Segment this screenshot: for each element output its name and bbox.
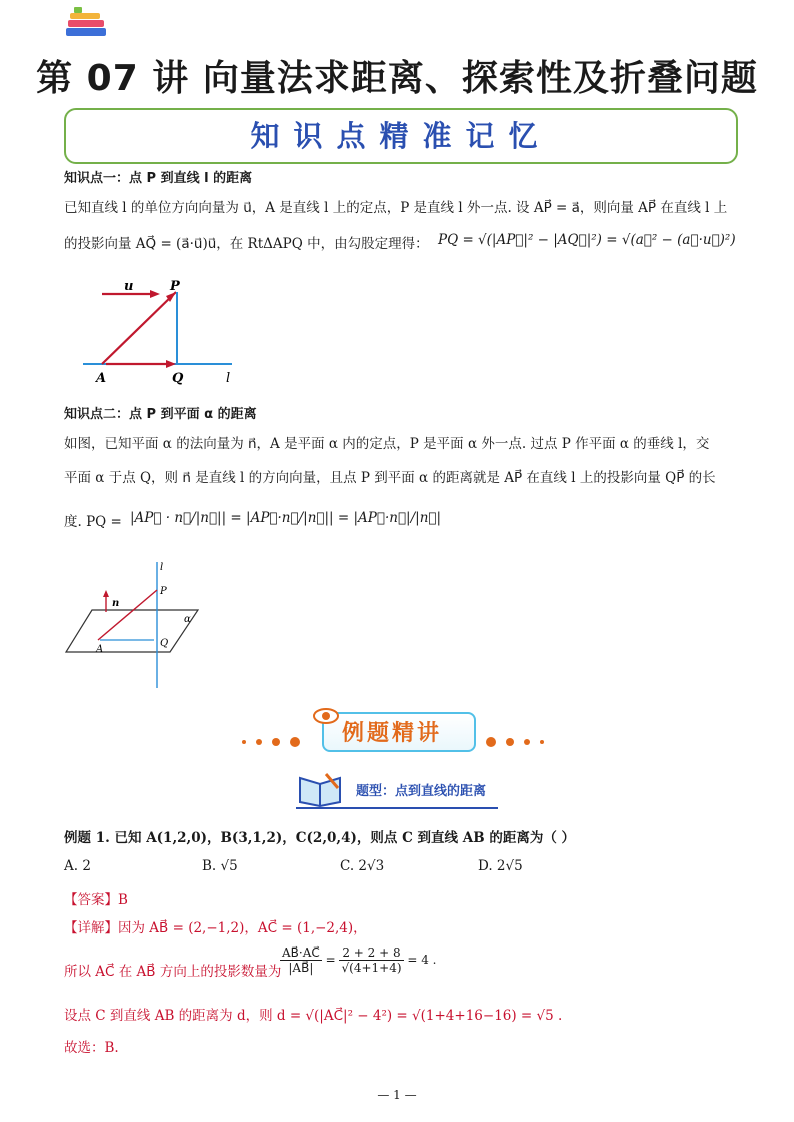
kp1-line1: 已知直线 l 的单位方向向量为 u⃗，A 是直线 l 上的定点，P 是直线 l 外一点. 设 AP⃗ = a⃗，则向量 AP⃗ 在直线 l 上: [64, 200, 728, 216]
fig1-q-label: Q: [172, 371, 184, 386]
option-c: C. 2√3: [340, 858, 385, 874]
section-pill-label: 例题精讲: [342, 721, 443, 746]
open-book-icon: [296, 768, 348, 808]
fig1-u-label: u: [124, 279, 134, 294]
example1-question: 例题 1. 已知 A(1,2,0)，B(3,1,2)，C(2,0,4)，则点 C 到直线 AB 的距离为（ ）: [64, 830, 576, 846]
page-title: 第 07 讲 向量法求距离、探索性及折叠问题: [36, 58, 758, 99]
kp2-line3-prefix: 度. PQ =: [64, 514, 122, 530]
question-type-label: 题型：点到直线的距离: [356, 784, 487, 799]
fig2-l-label: l: [160, 562, 164, 573]
projection-fraction: $\frac{AB⃗\cdot AC⃗}{|AB⃗|}$: [282, 946, 320, 975]
answer-line: 【答案】B: [64, 892, 128, 908]
projection-result: = 4 .: [407, 953, 437, 967]
book-stack-logo-icon: [64, 6, 110, 42]
point-plane-figure: [64, 560, 214, 690]
eye-icon: [312, 706, 340, 726]
kp1-formula: PQ = √(|AP⃗|² − |AQ⃗|²) = √(a⃗² − (a⃗·u⃗)²): [438, 232, 736, 248]
fig2-p-label: P: [160, 586, 167, 597]
kp1-heading: 知识点一：点 P 到直线 l 的距离: [64, 171, 253, 186]
fig2-q-label: Q: [160, 638, 169, 649]
projection-value-fraction: $\frac{2 + 2 + 8}{√(4+1+4)}$: [341, 946, 402, 975]
section-banner: 知识点精准记忆: [64, 108, 738, 164]
option-a: A. 2: [64, 858, 91, 874]
fig2-alpha-label: α: [184, 614, 191, 625]
option-b: B. √5: [202, 858, 238, 874]
fig1-p-label: P: [170, 279, 180, 294]
kp2-line1: 如图，已知平面 α 的法向量为 n⃗，A 是平面 α 内的定点，P 是平面 α 外一点. 过点 P 作平面 α 的垂线 l，交: [64, 436, 710, 452]
detail-line1: 【详解】因为 AB⃗ = (2,−1,2)，AC⃗ = (1,−2,4)，: [64, 920, 367, 936]
fig1-a-label: A: [96, 371, 107, 386]
detail-line2-prefix: 所以 AC⃗ 在 AB⃗ 方向上的投影数量为: [64, 964, 282, 980]
fig2-a-label: A: [96, 644, 104, 655]
point-line-figure: [80, 272, 250, 390]
type-underline: [296, 807, 498, 809]
option-d: D. 2√5: [478, 858, 523, 874]
page-number: — 1 —: [377, 1088, 417, 1102]
fig1-l-label: l: [226, 371, 231, 386]
kp1-line2: 的投影向量 AQ⃗ = (a⃗·u⃗)u⃗，在 RtΔAPQ 中，由勾股定理得：: [64, 236, 429, 252]
fig2-n-label: n: [112, 598, 120, 609]
kp2-line2: 平面 α 于点 Q，则 n⃗ 是直线 l 的方向向量，且点 P 到平面 α 的距离就是 AP⃗ 在直线 l 上的投影向量 QP⃗ 的长: [64, 470, 716, 486]
kp2-heading: 知识点二：点 P 到平面 α 的距离: [64, 407, 257, 422]
detail-line3: 设点 C 到直线 AB 的距离为 d，则 d = √(|AC⃗|² − 4²) = √(1+4+16−16) = √5 .: [64, 1008, 563, 1024]
kp2-formula: |AP⃗ · n⃗/|n⃗|| = |AP⃗·n⃗/|n⃗|| = |AP⃗·n⃗|/|n⃗|: [130, 510, 442, 526]
detail-line4: 故选：B.: [64, 1040, 119, 1056]
